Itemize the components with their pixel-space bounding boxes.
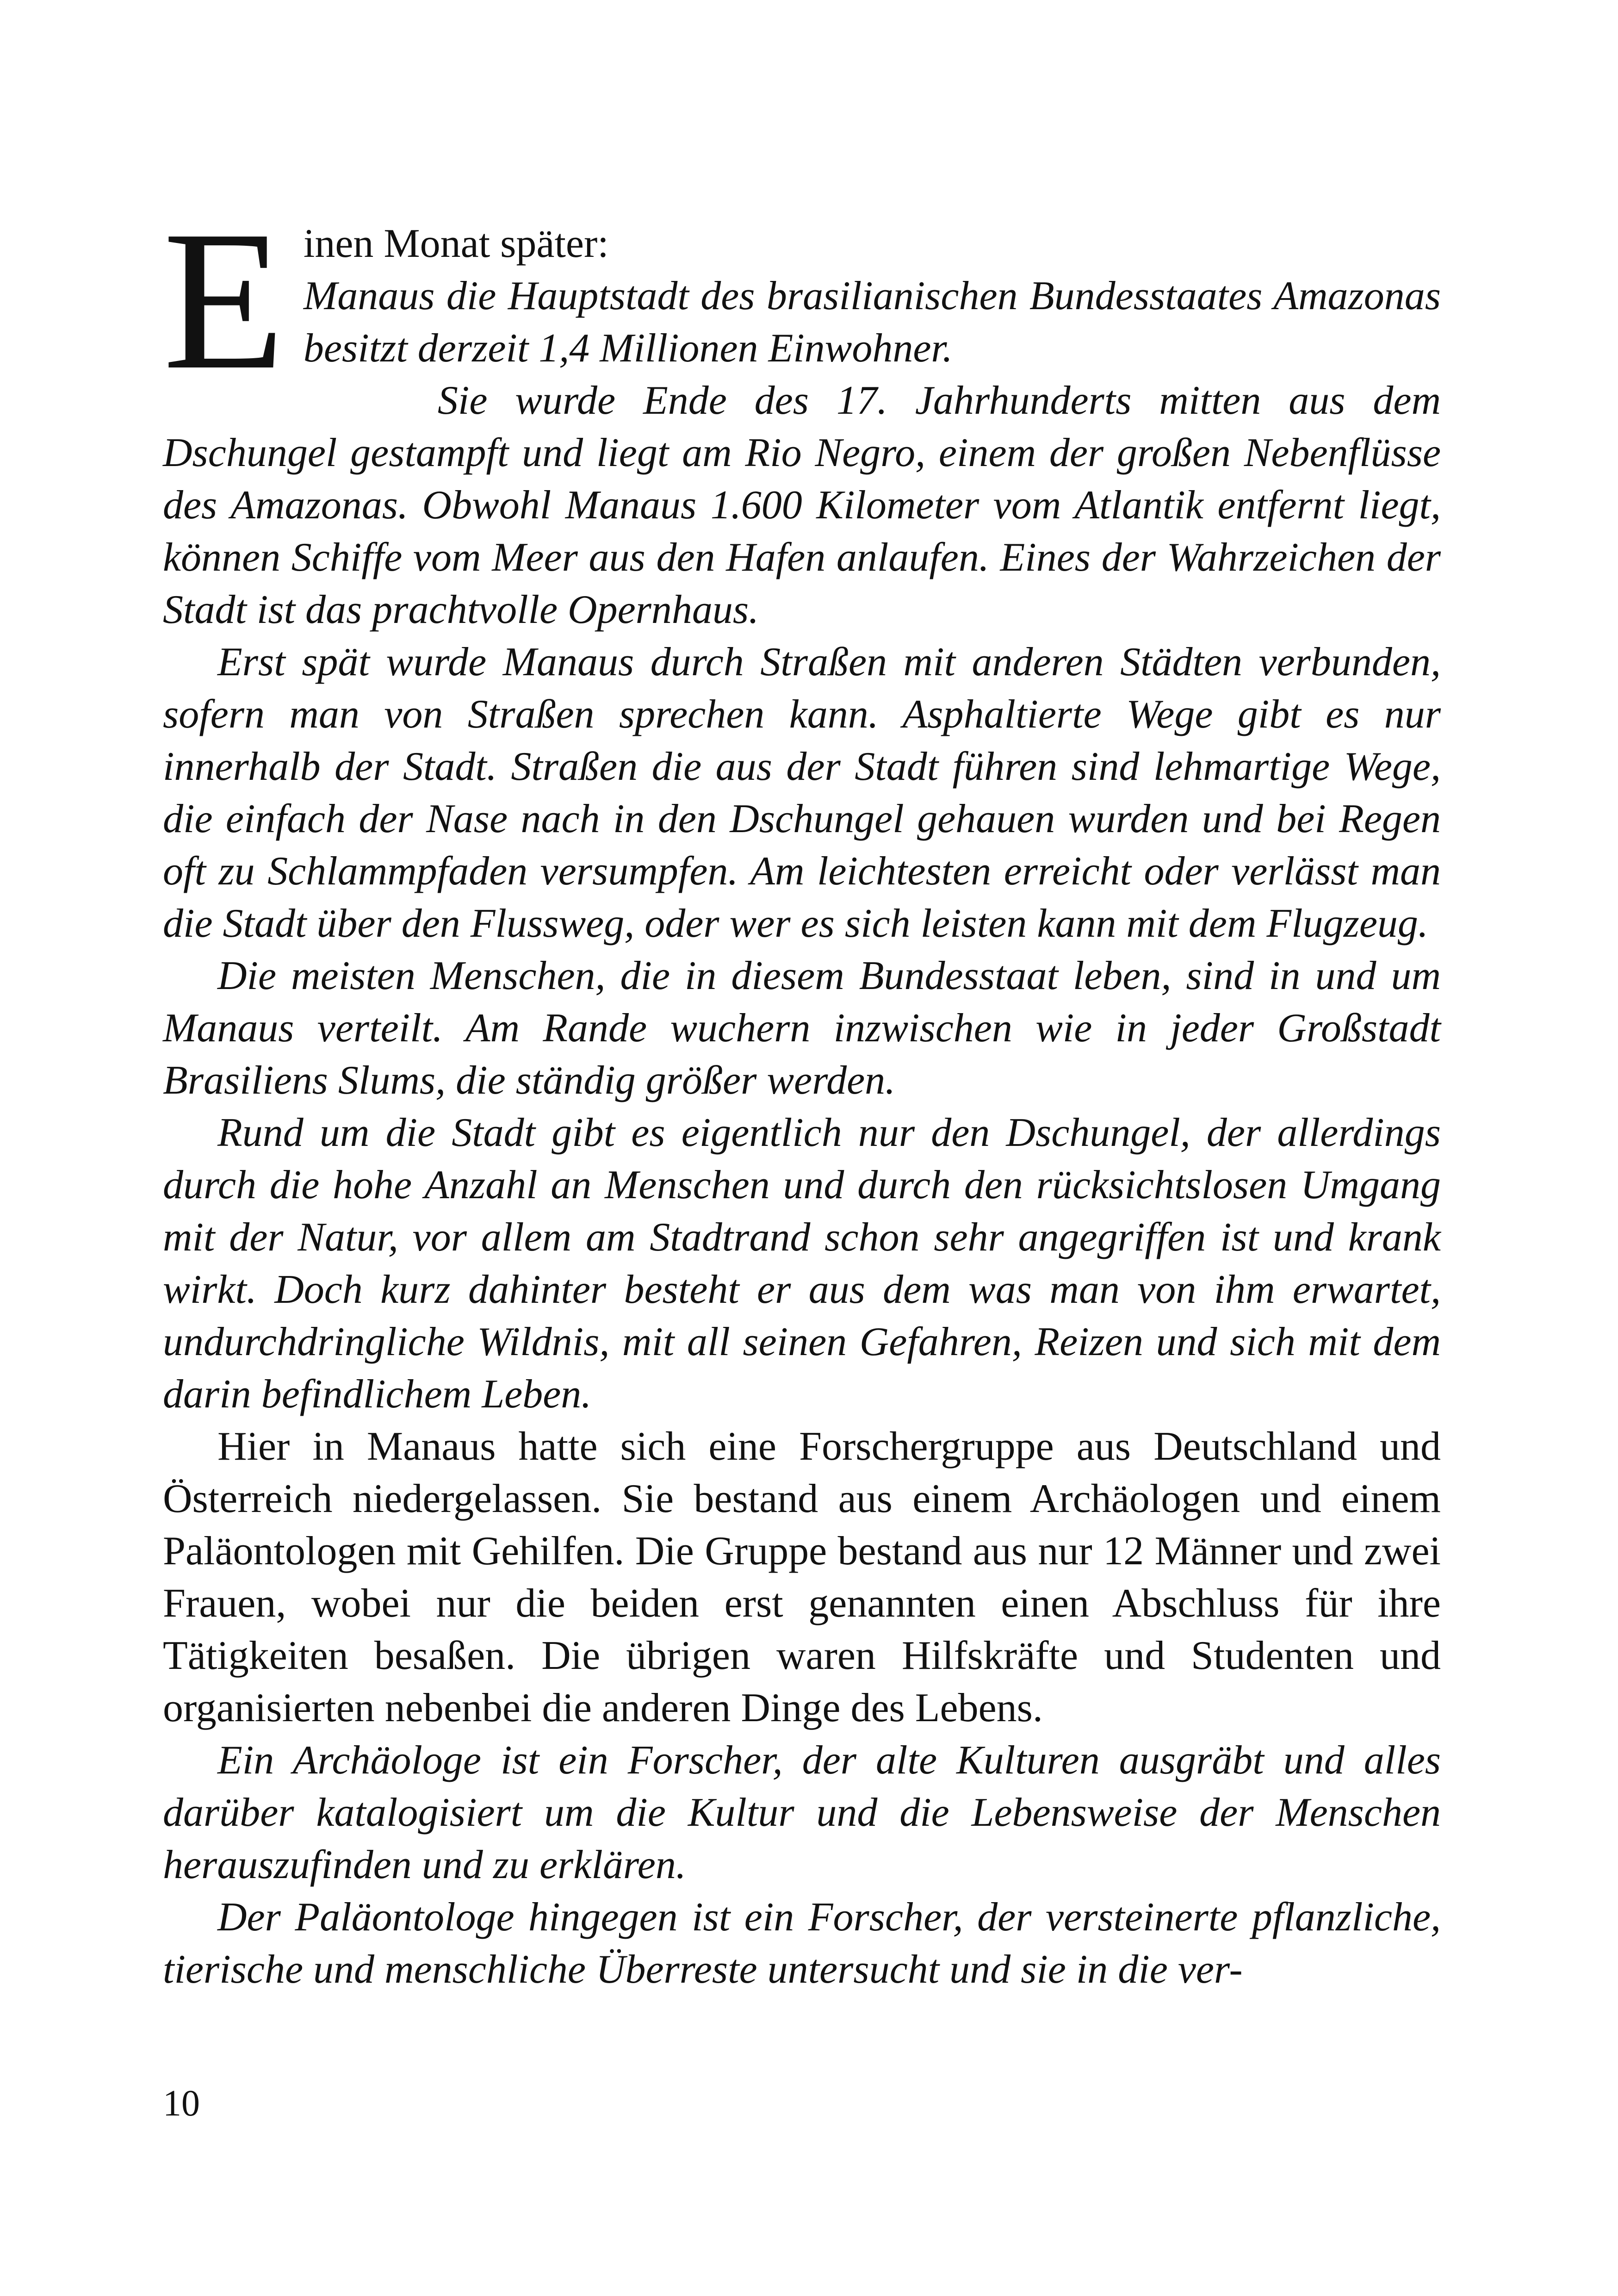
paragraph-research-group: Hier in Manaus hatte sich eine Forschergruppe aus Deutschland und Österreich niedergelassen. Sie bestand aus einem Archäologen und einem Paläontologen mit Gehilfen. Die Gruppe bestand aus nur 12 Männer und zwei Frauen, wobei nur die beiden erst genannten einen Abschluss für ihre Tätigkeiten besaßen. Die übrigen waren Hilfskräfte und Studenten und organisierten nebenbei die anderen Dinge des Lebens. [163, 1424, 1441, 1730]
body-text [163, 190, 1441, 1996]
paragraph-population: Die meisten Menschen, die in diesem Bundesstaat leben, sind in und um Manaus verteilt. Am Rande wuchern inzwischen wie in jeder Großstadt Brasiliens Slums, die ständig größer werden. [163, 953, 1441, 1103]
paragraph-archaeologist: Ein Archäologe ist ein Forscher, der alte Kulturen ausgräbt und alles darüber katalogisiert um die Kultur und die Lebensweise der Menschen herauszufinden und zu erklären. [163, 1738, 1441, 1887]
paragraph-history: Sie wurde Ende des 17. Jahrhunderts mitten aus dem Dschungel gestampft und liegt am Rio Negro, einem der großen Nebenflüsse des Amazonas. Obwohl Manaus 1.600 Kilometer vom Atlantik entfernt liegt, können Schiffe vom Meer aus den Hafen anlaufen. Eines der Wahrzeichen der Stadt ist das prachtvolle Opernhaus. [163, 378, 1441, 632]
paragraph-opening: inen Monat später: [303, 221, 609, 266]
paragraph-manaus-intro: Manaus die Hauptstadt des brasilianischen Bundesstaates Amazonas besitzt derzeit 1,4 Millionen Einwohner. [303, 274, 1441, 371]
page-number: 10 [163, 2083, 200, 2124]
paragraph-paleontologist: Der Paläontologe hingegen ist ein Forscher, der versteinerte pflanzliche, tierische und menschliche Überreste untersucht und sie in die ver- [163, 1895, 1441, 1992]
opening-section [163, 190, 1441, 636]
drop-cap: E [163, 190, 285, 411]
paragraph-roads: Erst spät wurde Manaus durch Straßen mit anderen Städten verbunden, sofern man von Straßen sprechen kann. Asphaltierte Wege gibt es nur innerhalb der Stadt. Straßen die aus der Stadt führen sind lehmartige Wege, die einfach der Nase nach in den Dschungel gehauen wurden und bei Regen oft zu Schlammpfaden versumpfen. Am leichtesten erreicht oder verlässt man die Stadt über den Flussweg, oder wer es sich leisten kann mit dem Flugzeug. [163, 640, 1441, 946]
paragraph-jungle: Rund um die Stadt gibt es eigentlich nur den Dschungel, der allerdings durch die hohe Anzahl an Menschen und durch den rücksichtslosen Umgang mit der Natur, vor allem am Stadtrand schon sehr angegriffen ist und krank wirkt. Doch kurz dahinter besteht er aus dem was man von ihm erwartet, undurchdringliche Wildnis, mit all seinen Gefahren, Reizen und sich mit dem darin befindlichem Leben. [163, 1110, 1441, 1417]
